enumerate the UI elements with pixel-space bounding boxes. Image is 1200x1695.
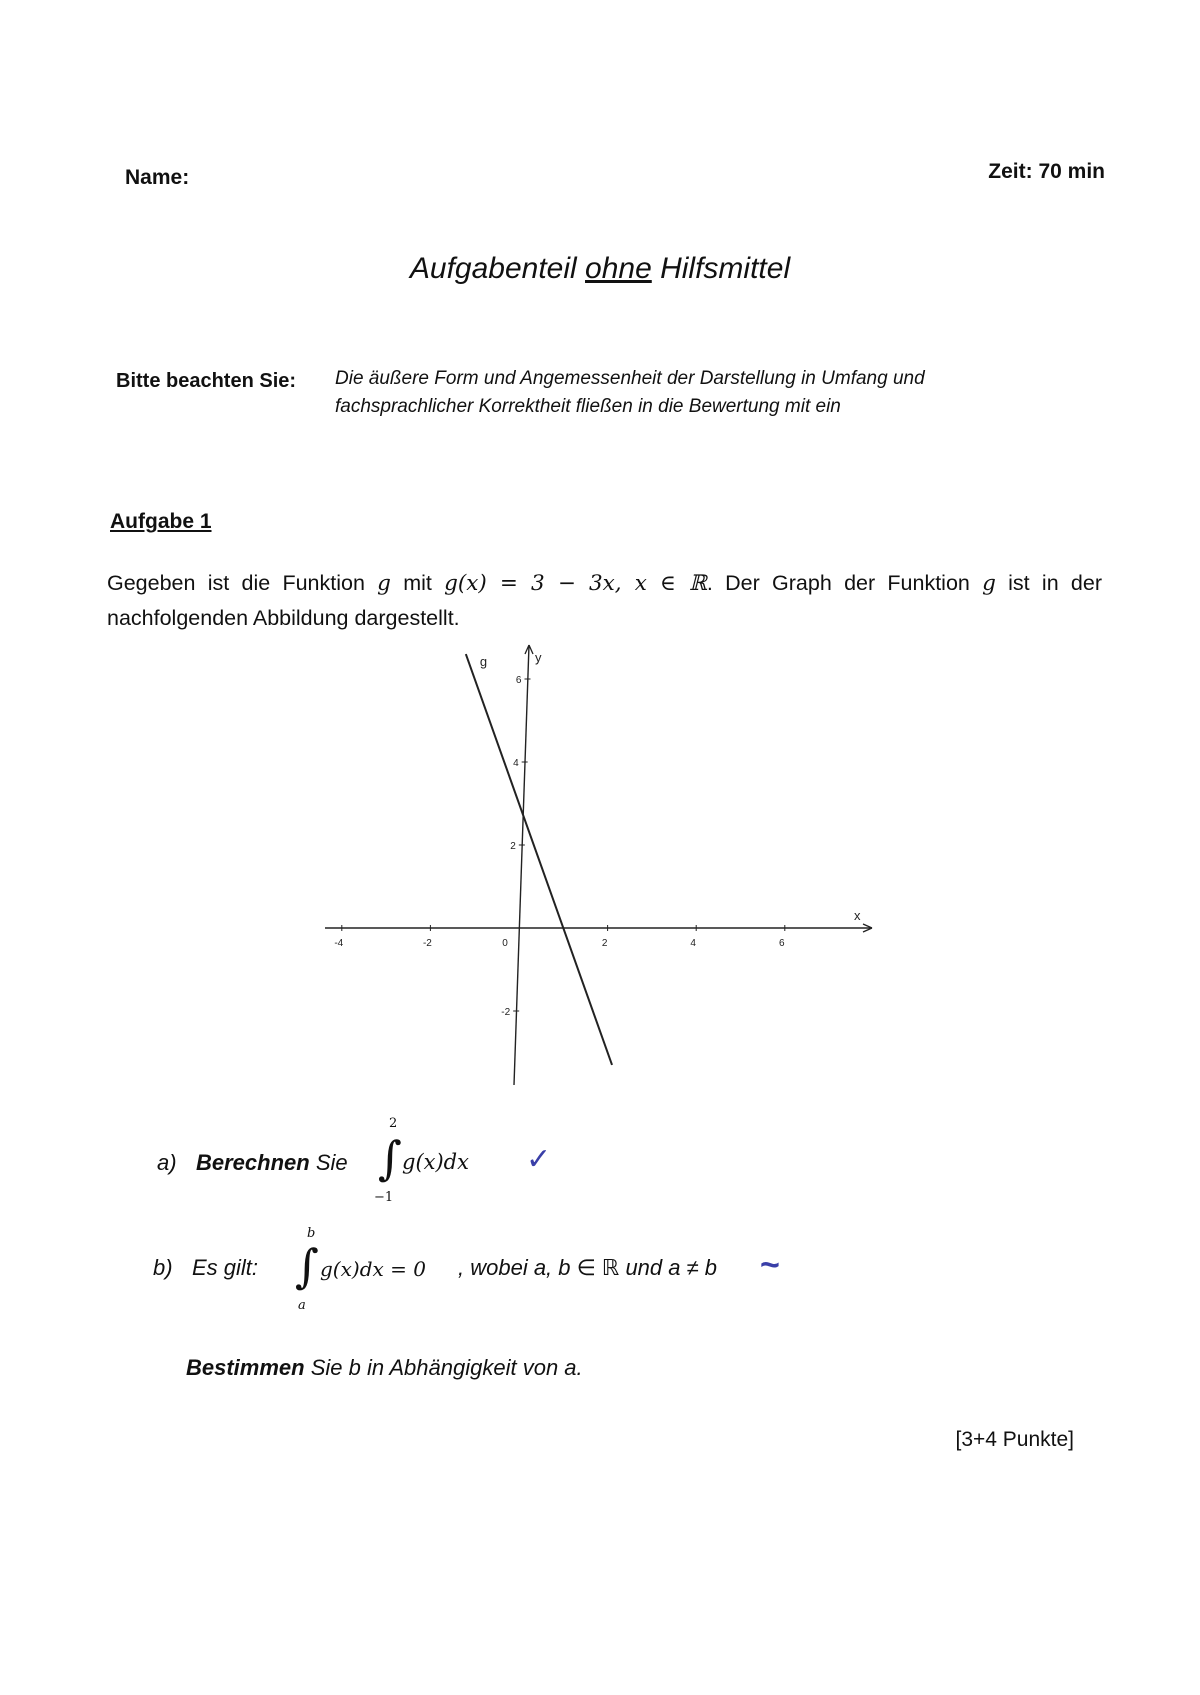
points-label: [3+4 Punkte] xyxy=(955,1428,1074,1451)
part-b-equation: g(x)dx = 0 xyxy=(320,1257,426,1281)
y-tick-label: 6 xyxy=(515,675,522,686)
title-before: Aufgabenteil xyxy=(409,252,586,285)
intro-g-2: g xyxy=(982,571,996,596)
title-underlined: ohne xyxy=(585,252,652,285)
part-b-instruction xyxy=(186,1355,583,1381)
part-a-integrand: g(x)dx xyxy=(402,1150,469,1174)
part-b-instruction-rest: Sie b in Abhängigkeit von a. xyxy=(304,1355,583,1380)
note-line-1: Die äußere Form und Angemessenheit der Darstellung in Umfang und xyxy=(335,368,925,389)
graph-line-g xyxy=(466,654,612,1065)
x-tick-label: -2 xyxy=(422,938,432,949)
y-axis-label: y xyxy=(535,650,542,665)
check-mark-a: ✓ xyxy=(526,1143,552,1176)
intro-formula: g(x) = 3 − 3x, x ∈ ℝ xyxy=(444,571,707,596)
intro-text-1: Gegeben ist die Funktion xyxy=(107,571,378,595)
part-b-instruction-verb: Bestimmen xyxy=(186,1355,305,1380)
y-axis xyxy=(514,645,529,1085)
part-a-lower-limit: −1 xyxy=(374,1190,394,1205)
note-label: Bitte beachten Sie: xyxy=(116,370,297,392)
part-a-rest: Sie xyxy=(309,1150,348,1175)
part-b-condition: , wobei a, b ∈ ℝ und a ≠ b xyxy=(458,1255,718,1280)
y-tick-label: -2 xyxy=(501,1007,511,1018)
note-text xyxy=(335,365,1015,421)
task-intro xyxy=(107,566,1102,635)
intro-text-4: ist in der nachfolgenden Abbildung dargestellt. xyxy=(107,571,1102,630)
y-tick-label: 2 xyxy=(510,841,516,852)
integral-sign-b: ∫ xyxy=(295,1239,319,1293)
y-tick-label: 4 xyxy=(513,758,519,769)
task-heading: Aufgabe 1 xyxy=(110,510,212,533)
x-tick-label: -4 xyxy=(334,938,344,949)
part-a-label: a) xyxy=(157,1150,177,1175)
note-line-2: fachsprachlicher Korrektheit fließen in die Bewertung mit ein xyxy=(335,396,841,417)
correction-mark-b: ~ xyxy=(760,1246,780,1284)
title-after: Hilfsmittel xyxy=(651,252,791,285)
intro-g-1: g xyxy=(377,571,391,596)
x-tick-label: 2 xyxy=(601,938,608,949)
time-label: Zeit: 70 min xyxy=(988,160,1105,183)
function-graph xyxy=(320,640,880,1090)
part-a-upper-limit: 2 xyxy=(389,1116,398,1131)
part-b-lower-limit: a xyxy=(298,1298,306,1313)
integral-sign-a: ∫ xyxy=(378,1131,402,1185)
part-b-text: Es gilt: xyxy=(192,1255,259,1280)
x-axis-label: x xyxy=(854,908,861,923)
x-tick-label: 4 xyxy=(690,938,696,949)
x-tick-label: 0 xyxy=(502,938,508,949)
part-a-verb: Berechnen xyxy=(196,1150,310,1175)
intro-text-2: mit xyxy=(390,571,445,595)
x-tick-label: 6 xyxy=(779,938,785,949)
part-b-label: b) xyxy=(153,1255,173,1280)
intro-text-3: . Der Graph der Funktion xyxy=(706,571,983,595)
part-a-instruction xyxy=(196,1150,348,1176)
page-title xyxy=(0,252,1200,286)
part-b-upper-limit: b xyxy=(307,1226,316,1241)
name-label: Name: xyxy=(125,166,190,189)
graph-label-g: g xyxy=(479,654,488,670)
